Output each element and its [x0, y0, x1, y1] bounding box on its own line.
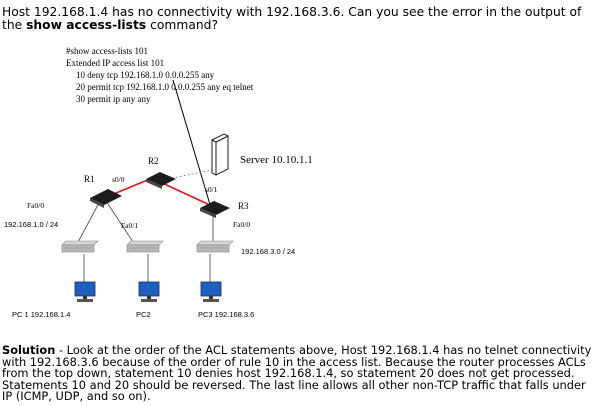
network-1-label: 192.168.1.0 / 24 [4, 220, 59, 229]
acl-header-line: Extended IP access list 101 [66, 58, 165, 68]
router-r2-label: R2 [148, 156, 159, 166]
question-text [2, 6, 598, 32]
acl-rule-20: 20 permit tcp 192.168.1.0 0.0.0.255 any eq telnet [76, 82, 254, 92]
acl-rule-10: 10 deny tcp 192.168.1.0 0.0.0.255 any [76, 70, 215, 80]
question-prefix: Host 192.168.1.4 has no connectivity with 192.168.3.6. Can you see the error in the output of the [2, 5, 582, 32]
switch-2-icon [127, 241, 163, 252]
switch-3-icon [197, 241, 233, 252]
router-r3-label: R3 [238, 201, 249, 211]
r1-fa0-0-label: Fa0/0 [27, 201, 45, 210]
acl-rule-30: 30 permit ip any any [76, 94, 151, 104]
link-r1-switch1 [76, 201, 100, 246]
r1-fa0-1-label: Fa0/1 [121, 221, 139, 230]
pc1-label: PC 1 192.168.1.4 [12, 310, 71, 319]
pc2-label: PC2 [136, 310, 151, 319]
pc1-icon [75, 282, 95, 302]
network-3-label: 192.168.3.0 / 24 [241, 247, 296, 256]
pc3-label: PC3 192.168.3.6 [198, 310, 255, 319]
server-icon [212, 134, 228, 175]
solution-heading: Solution [2, 343, 56, 357]
r3-s0-1-label: s0/1 [205, 185, 218, 194]
server-label: Server 10.10.1.1 [240, 154, 313, 166]
pc3-icon [201, 282, 221, 302]
network-diagram [0, 38, 333, 340]
router-r3-icon [200, 201, 230, 218]
solution-body: - Look at the order of the ACL statements above, Host 192.168.1.4 has no telnet connectivity with 192.168.3.6 because of the order of rule 10 in the access list. Because the router processes ACLs from the top down, statement 10 denies host 192.168.1.4, so statement 20 does not get processed. Statements 10 and 20 should be reversed. The last line allows all other non-TCP traffic that falls under IP (ICMP, UDP, and so on). [2, 343, 592, 403]
question-suffix: command? [146, 18, 218, 32]
switch-1-icon [62, 241, 98, 252]
question-command: show access-lists [26, 18, 147, 32]
router-r1-label: R1 [84, 174, 95, 184]
acl-command-line: #show access-lists 101 [66, 46, 148, 56]
r3-fa0-0-label: Fa0/0 [233, 220, 251, 229]
solution-text [2, 345, 599, 403]
server-link [168, 170, 212, 179]
pc2-icon [139, 282, 159, 302]
r1-s0-0-label: s0/0 [112, 175, 125, 184]
